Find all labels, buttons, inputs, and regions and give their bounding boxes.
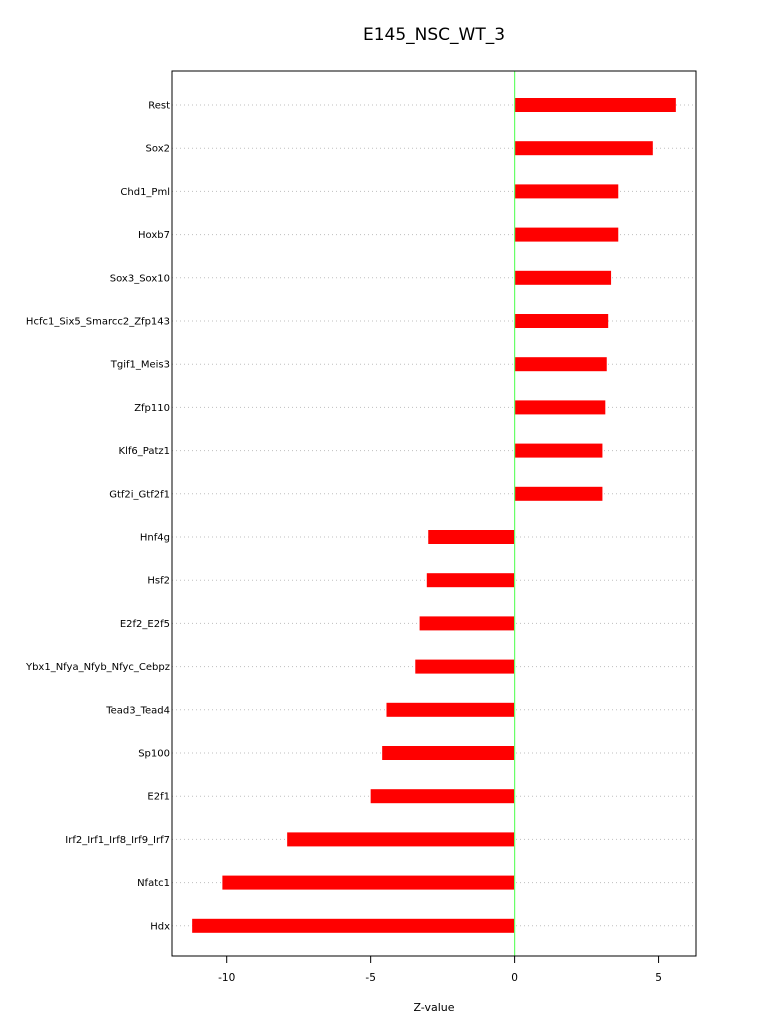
bar-8: [515, 444, 603, 458]
bar-14: [386, 703, 514, 717]
bar-10: [428, 530, 514, 544]
category-label: Tgif1_Meis3: [110, 359, 170, 371]
category-labels: [25, 101, 170, 933]
bar-7: [515, 400, 606, 414]
bar-15: [382, 746, 514, 760]
category-label: Sox2: [145, 143, 170, 155]
category-label: Zfp110: [134, 402, 170, 414]
category-label: Irf2_Irf1_Irf8_Irf9_Irf7: [65, 834, 170, 846]
category-label: Chd1_Pml: [120, 186, 170, 198]
category-label: Sox3_Sox10: [109, 273, 170, 285]
bar-12: [420, 616, 515, 630]
category-label: Hdx: [150, 921, 170, 933]
category-label: Hnf4g: [139, 532, 170, 544]
category-label: Rest: [148, 100, 170, 112]
bar-19: [192, 919, 514, 933]
bar-1: [515, 141, 653, 155]
x-axis-ticks: [218, 956, 662, 984]
bar-6: [515, 357, 607, 371]
x-tick-label: 5: [655, 972, 662, 984]
category-label: E2f1: [147, 791, 170, 803]
category-label: Nfatc1: [137, 878, 170, 890]
bar-13: [415, 660, 514, 674]
bar-3: [515, 228, 619, 242]
x-tick-label: -5: [365, 972, 376, 984]
category-label: Ybx1_Nfya_Nfyb_Nfyc_Cebpz: [25, 662, 170, 674]
category-label: Hcfc1_Six5_Smarcc2_Zfp143: [25, 316, 170, 328]
bar-17: [287, 832, 514, 846]
bar-0: [515, 98, 676, 112]
bar-11: [427, 573, 515, 587]
chart-title: E145_NSC_WT_3: [362, 25, 506, 45]
bar-18: [222, 876, 514, 890]
bar-2: [515, 184, 619, 198]
category-label: Klf6_Patz1: [118, 446, 170, 458]
plot-frame: [172, 71, 696, 956]
category-label: Hoxb7: [138, 230, 170, 242]
category-label: Sp100: [138, 748, 170, 760]
x-tick-label: 0: [511, 972, 518, 984]
bar-4: [515, 271, 611, 285]
bars: [192, 98, 676, 933]
category-label: Tead3_Tead4: [106, 705, 170, 717]
category-label: E2f2_E2f5: [119, 618, 170, 630]
bar-9: [515, 487, 603, 501]
bar-5: [515, 314, 609, 328]
x-axis-label: Z-value: [413, 1001, 455, 1014]
category-label: Gtf2i_Gtf2f1: [109, 489, 170, 501]
bar-16: [371, 789, 515, 803]
category-label: Hsf2: [147, 575, 170, 587]
x-tick-label: -10: [218, 972, 236, 984]
